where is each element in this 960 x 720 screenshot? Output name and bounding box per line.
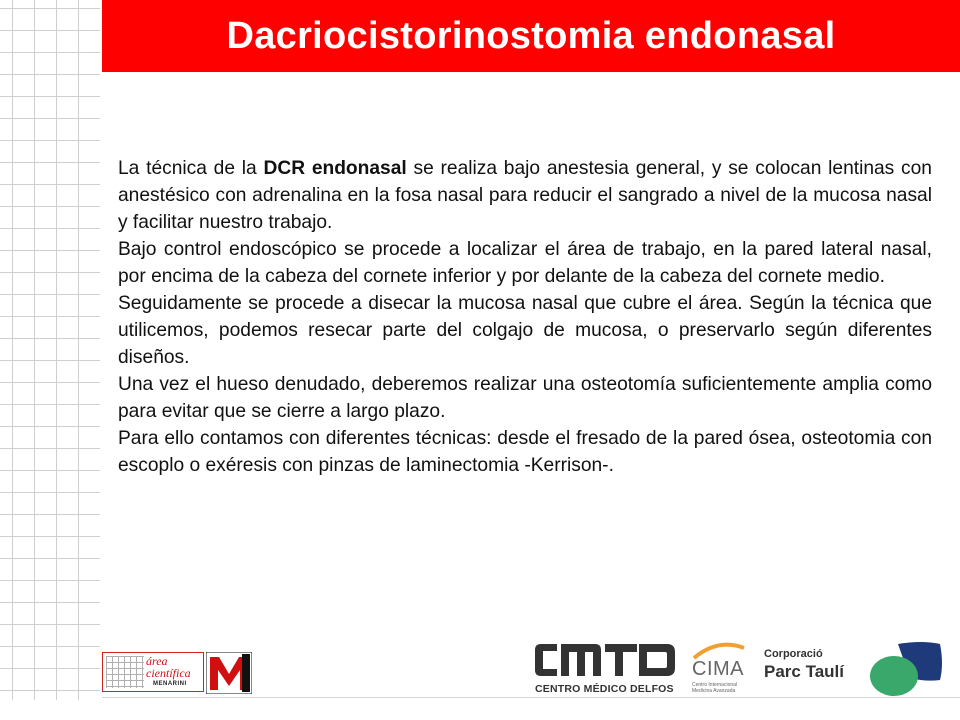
cmd-letters-icon <box>533 640 678 682</box>
paragraph-1-start: La técnica de la <box>118 158 264 179</box>
paragraph-4: Una vez el hueso denudado, deberemos realizar una osteotomía suficientemente amplia como para evitar que se cierre a largo plazo. <box>118 374 932 422</box>
centro-medico-delfos-logo <box>533 640 678 698</box>
paragraph-1 <box>118 155 932 236</box>
cmd-caption: CENTRO MÉDICO DELFOS <box>535 683 674 695</box>
logo-text-cientifica: científica <box>146 666 191 680</box>
paragraph-5: Para ello contamos con diferentes técnicas: desde el fresado de la pared ósea, osteotomia con escoplo o exéresis con pinzas de laminectomia -Kerrison-. <box>118 428 932 476</box>
slide-body <box>118 155 932 479</box>
cima-arc-icon <box>688 638 748 660</box>
paragraph-1-bold: DCR endonasal <box>263 158 407 179</box>
parc-tauli-emblem-icon <box>868 640 944 700</box>
logo-grid-icon <box>106 656 144 688</box>
paragraph-1-end: se realiza bajo anestesia general, y se colocan lentinas con anestésico con adrenalina en la fosa nasal para reducir el sangrado a nivel de la mucosa nasal y facilitar nuestro trabajo. <box>118 158 932 233</box>
menarini-m-logo <box>206 652 252 694</box>
logo-text-area: área <box>146 654 168 668</box>
area-cientifica-logo <box>102 652 204 692</box>
decorative-grid <box>0 0 100 700</box>
cima-name: CIMA <box>692 658 744 680</box>
paragraph-3: Seguidamente se procede a disecar la mucosa nasal que cubre el área. Según la técnica que utilicemos, podemos resecar parte del colgajo de mucosa, o preservarlo según diferentes diseños. <box>118 293 932 368</box>
footer-divider <box>102 697 960 698</box>
paragraph-2: Bajo control endoscópico se procede a localizar el área de trabajo, en la pared lateral nasal, por encima de la cabeza del cornete inferior y por delante de la cabeza del cornete medio. <box>118 239 932 287</box>
cima-subtitle: Centro Internacional Medicina Avanzada <box>692 682 738 694</box>
parc-tauli-line1: Corporació <box>764 648 823 660</box>
logo-text-menarini: MENARINI <box>153 681 187 687</box>
title-bar <box>102 0 960 72</box>
slide-title: Dacriocistorinostomia endonasal <box>226 14 836 57</box>
parc-tauli-line2: Parc Taulí <box>764 662 844 681</box>
cima-logo <box>688 638 753 698</box>
